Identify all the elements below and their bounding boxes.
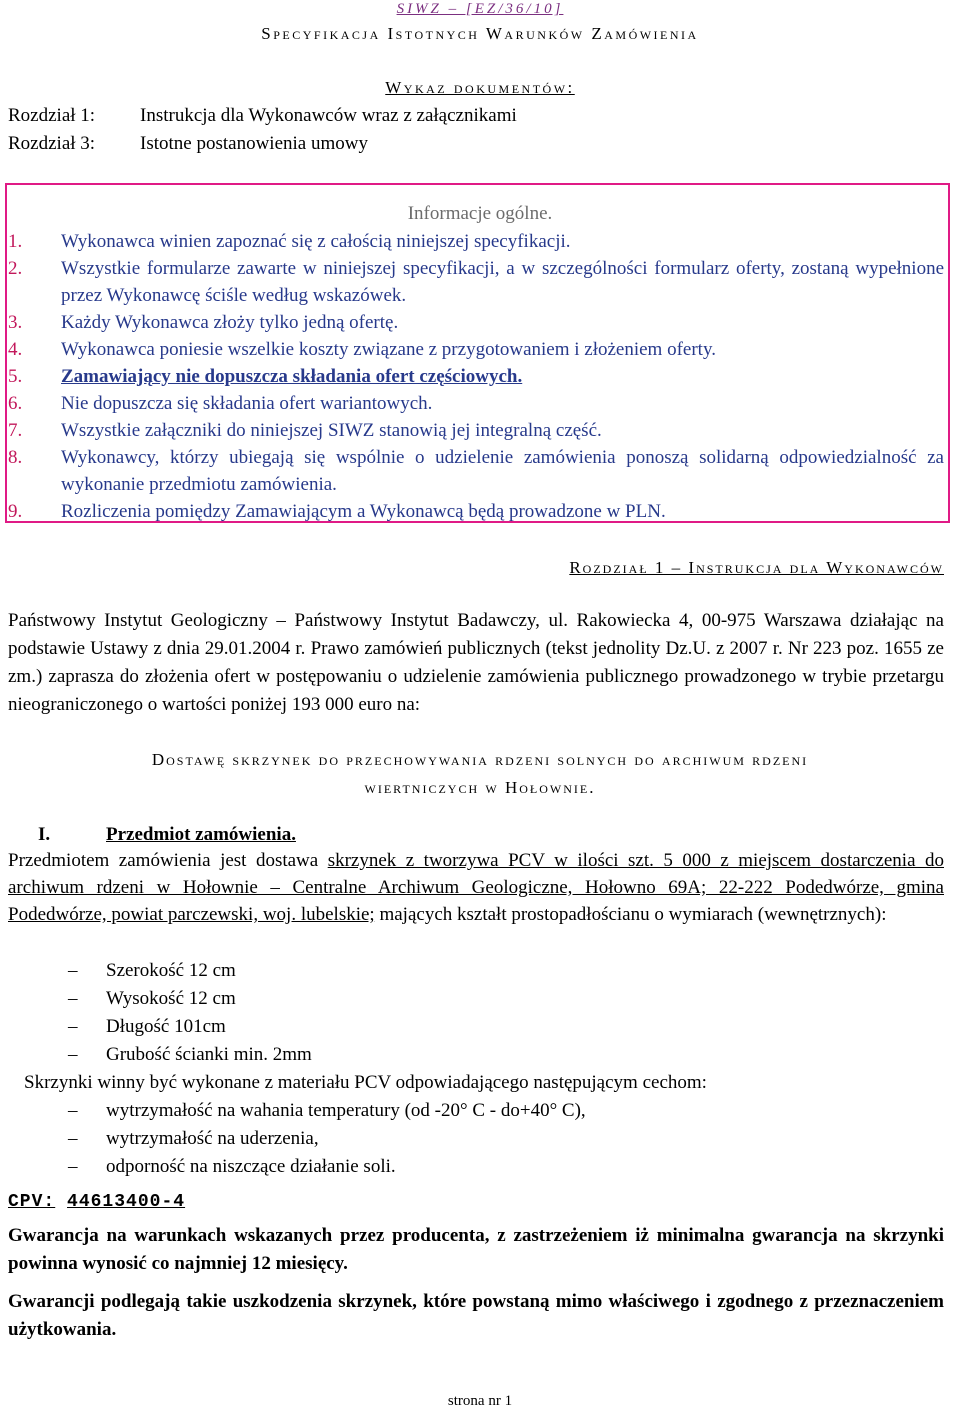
warranty-scope-paragraph: Gwarancji podlegają takie uszkodzenia skrzynek, które powstaną mimo właściwego i zgodnego z przeznaczeniem użytkowania.	[8, 1291, 944, 1340]
list-item: – Długość 101cm	[68, 1013, 312, 1041]
list-item: 6. Nie dopuszcza się składania ofert wariantowych.	[8, 393, 433, 414]
material-lead: Skrzynki winny być wykonane z materiału PCV odpowiadającego następującym cechom:	[24, 1072, 707, 1093]
list-item: 7. Wszystkie załączniki do niniejszej SIWZ stanowią jej integralną część.	[8, 420, 602, 441]
order-description: Przedmiotem zamówienia jest dostawa skrzynek z tworzywa PCV w ilości szt. 5 000 z miejscem dostarczenia do archiwum rdzeni w Hołownie – Centralne Archiwum Geologiczne, Hołowno 69A; 22-222 Podedwórze, gmina Podedwórze, powiat parczewski, woj. lubelskie; mających kształt prostopadłościanu o wymiarach (wewnętrznych):	[8, 850, 944, 925]
list-item: – wytrzymałość na wahania temperatury (od -20° C - do+40° C),	[68, 1097, 586, 1125]
doc-list-item: Rozdział 1: Instrukcja dla Wykonawców wraz z załącznikami	[8, 105, 517, 126]
order-subject: Dostawę skrzynek do przechowywania rdzeni solnych do archiwum rdzeni wiertniczych w Hołownie.	[151, 750, 809, 797]
list-item: 5. Zamawiający nie dopuszcza składania ofert częściowych.	[8, 366, 523, 387]
warranty-paragraph: Gwarancja na warunkach wskazanych przez producenta, z zastrzeżeniem iż minimalna gwarancja na skrzynki powinna wynosić co najmniej 12 miesięcy.	[8, 1225, 944, 1274]
list-item: 9. Rozliczenia pomiędzy Zamawiającym a Wykonawcą będą prowadzone w PLN.	[8, 501, 666, 522]
chapter-title: Rozdział 1 – Instrukcja dla Wykonawców	[569, 558, 944, 577]
list-item: – Grubość ścianki min. 2mm	[68, 1041, 312, 1069]
doc-list-title: Wykaz dokumentów:	[385, 78, 575, 97]
dash-bullet-icon: –	[68, 1016, 78, 1037]
dash-bullet-icon: –	[68, 1100, 78, 1121]
document-code: SIWZ – [EZ/36/10]	[396, 1, 564, 17]
doc-list-item: Rozdział 3: Istotne postanowienia umowy	[8, 133, 368, 154]
list-item: 4. Wykonawca poniesie wszelkie koszty związane z przygotowaniem i złożeniem oferty.	[8, 339, 716, 360]
dash-bullet-icon: –	[68, 960, 78, 981]
dimensions-list	[68, 957, 312, 1069]
dash-bullet-icon: –	[68, 1156, 78, 1177]
list-item: – wytrzymałość na uderzenia,	[68, 1125, 586, 1153]
intro-paragraph: Państwowy Instytut Geologiczny – Państwowy Instytut Badawczy, ul. Rakowiecka 4, 00-975 Warszawa działając na podstawie Ustawy z dnia 29.01.2004 r. Prawo zamówień publicznych (tekst jednolity Dz.U. z 2007 r. Nr 223 poz. 1655 ze zm.) zaprasza do złożenia ofert w postępowaniu o udzielenie zamówienia publicznego prowadzonego w trybie przetargu nieograniczonego o wartości poniżej 193 000 euro na:	[8, 610, 944, 715]
list-item: – Wysokość 12 cm	[68, 985, 312, 1013]
document-title: Specyfikacja Istotnych Warunków Zamówienia	[261, 24, 699, 43]
general-info-list	[8, 228, 944, 525]
dash-bullet-icon: –	[68, 988, 78, 1009]
list-item: 8. Wykonawcy, którzy ubiegają się wspólnie o udzielenie zamówienia ponoszą solidarną odpowiedzialność za wykonanie przedmiotu zamówienia.	[8, 447, 944, 495]
page-number: strona nr 1	[447, 1393, 513, 1409]
list-item: 2. Wszystkie formularze zawarte w niniejszej specyfikacji, a w szczególności formularz oferty, zostaną wypełnione przez Wykonawcę ściśle według wskazówek.	[8, 258, 944, 306]
section-heading: I. Przedmiot zamówienia.	[38, 824, 296, 845]
cpv-code: CPV: 44613400-4	[8, 1192, 186, 1212]
list-item: – odporność na niszczące działanie soli.	[68, 1153, 586, 1181]
dash-bullet-icon: –	[68, 1044, 78, 1065]
properties-list	[68, 1097, 586, 1181]
list-item: 1. Wykonawca winien zapoznać się z całością niniejszej specyfikacji.	[8, 231, 571, 252]
general-info-title: Informacje ogólne.	[407, 203, 553, 224]
dash-bullet-icon: –	[68, 1128, 78, 1149]
doc-list	[8, 102, 517, 158]
list-item: 3. Każdy Wykonawca złoży tylko jedną ofertę.	[8, 312, 399, 333]
list-item: – Szerokość 12 cm	[68, 957, 312, 985]
